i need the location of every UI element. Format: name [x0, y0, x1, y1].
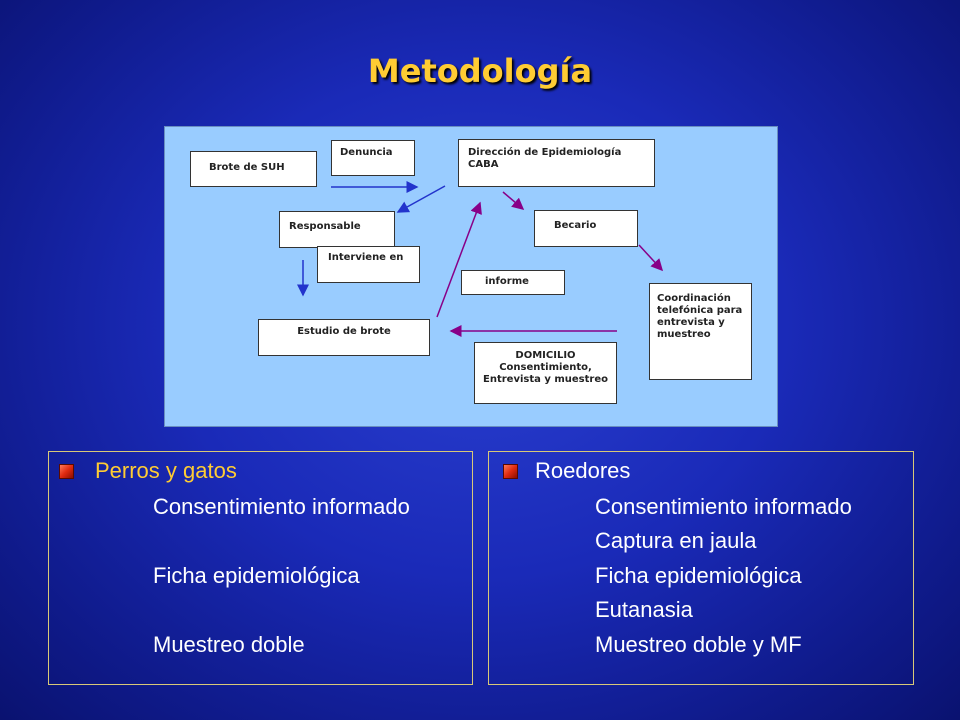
- node-informe-label: informe: [485, 276, 529, 287]
- list-item: Captura en jaula: [595, 528, 757, 553]
- list-item: Eutanasia: [595, 597, 693, 622]
- list-item: Consentimiento informado: [595, 494, 852, 519]
- flow-diagram: [164, 126, 778, 427]
- node-direccion-label: Dirección de Epidemiología CABA: [468, 147, 622, 170]
- node-estudio: [258, 319, 430, 356]
- arrow-becario-to-coordinacion: [639, 245, 662, 270]
- node-brote: [190, 151, 317, 187]
- panel-roedores: [488, 451, 914, 685]
- node-denuncia: [331, 140, 415, 176]
- node-brote-label: Brote de SUH: [209, 162, 285, 173]
- arrow-direccion-to-responsable: [398, 186, 445, 212]
- list-item: Ficha epidemiológica: [153, 563, 360, 588]
- node-interviene: [317, 246, 420, 283]
- bullet-icon: [59, 464, 74, 479]
- list-item: Consentimiento informado: [153, 494, 410, 519]
- node-becario-label: Becario: [554, 220, 597, 231]
- node-coordinacion: [649, 283, 752, 380]
- panel-heading: Roedores: [535, 458, 631, 483]
- slide-title: Metodología: [367, 52, 593, 90]
- list-item: Ficha epidemiológica: [595, 563, 802, 588]
- node-denuncia-label: Denuncia: [340, 147, 393, 158]
- node-coordinacion-label: Coordinación telefónica para entrevista y muestreo: [657, 293, 743, 340]
- node-responsable-label: Responsable: [289, 221, 361, 232]
- arrow-estudio-to-direccion: [437, 203, 480, 317]
- node-domicilio-label: DOMICILIO Consentimiento, Entrevista y muestreo: [483, 350, 608, 385]
- node-direccion: [458, 139, 655, 187]
- node-responsable: [279, 211, 395, 248]
- arrow-direccion-to-becario: [503, 192, 523, 209]
- node-domicilio: [474, 342, 617, 404]
- node-interviene-label: Interviene en: [328, 252, 404, 263]
- bullet-icon: [503, 464, 518, 479]
- panel-perros-gatos: [48, 451, 473, 685]
- node-becario: [534, 210, 638, 247]
- node-informe: [461, 270, 565, 295]
- panel-heading: Perros y gatos: [95, 458, 237, 483]
- node-estudio-label: Estudio de brote: [297, 326, 391, 337]
- list-item: Muestreo doble y MF: [595, 632, 802, 657]
- list-item: Muestreo doble: [153, 632, 305, 657]
